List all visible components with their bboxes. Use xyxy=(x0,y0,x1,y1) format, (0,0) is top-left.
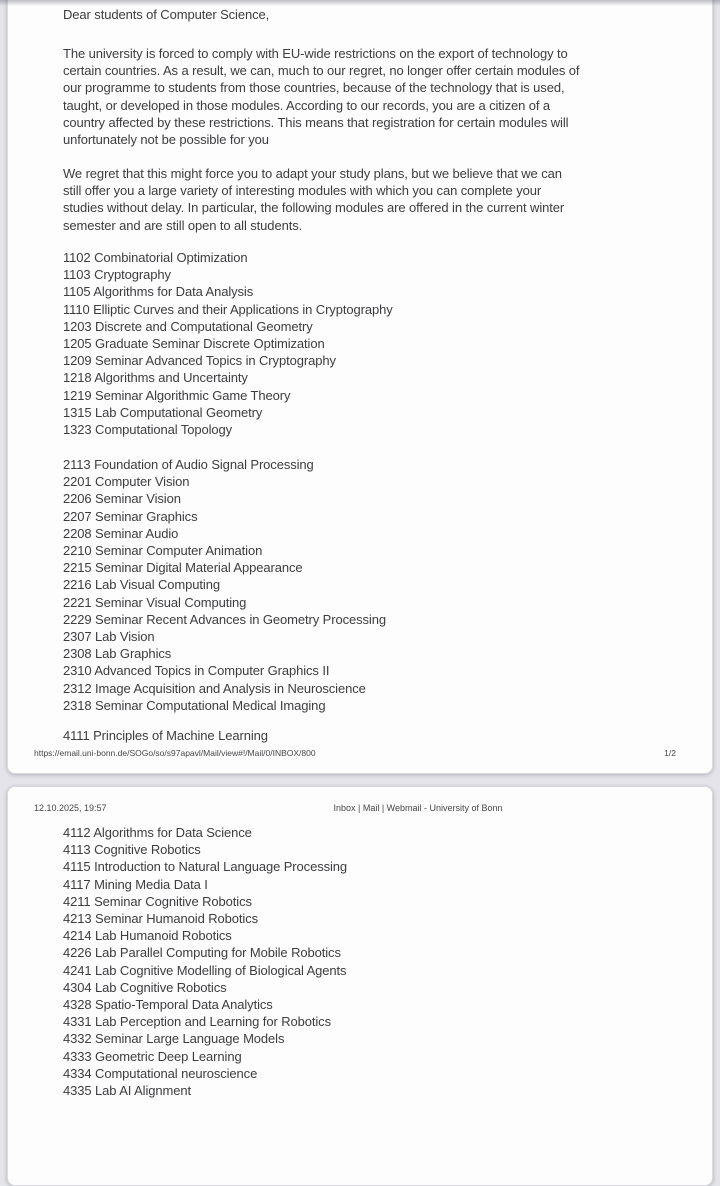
module-list-item: 1103 Cryptography xyxy=(63,267,171,283)
page-2 xyxy=(7,786,713,1186)
paragraph-line: studies without delay. In particular, the following modules are offered in the current winter xyxy=(63,200,565,216)
paragraph-line: certain countries. As a result, we can, much to our regret, no longer offer certain modules of xyxy=(63,63,580,79)
paragraph-export-restrictions xyxy=(63,45,672,148)
module-list-item: 2201 Computer Vision xyxy=(63,474,190,490)
module-list-item: 4113 Cognitive Robotics xyxy=(63,842,201,858)
module-list-item: 1203 Discrete and Computational Geometry xyxy=(63,318,313,334)
page-1 xyxy=(7,0,713,774)
module-list-item: 4111 Principles of Machine Learning xyxy=(63,728,268,743)
module-list-item: 4334 Computational neuroscience xyxy=(63,1065,258,1081)
module-list-item: 1218 Algorithms and Uncertainty xyxy=(63,370,248,386)
print-footer-page-indicator: 1/2 xyxy=(664,748,676,758)
module-list-item: 2310 Advanced Topics in Computer Graphics II xyxy=(63,663,330,679)
module-list-item: 4331 Lab Perception and Learning for Robotics xyxy=(63,1014,331,1030)
module-list-item: 4226 Lab Parallel Computing for Mobile Robotics xyxy=(63,945,341,961)
module-list-item: 2312 Image Acquisition and Analysis in Neuroscience xyxy=(63,680,366,696)
module-list-2000-series xyxy=(63,456,672,714)
module-list-4000-series-start xyxy=(63,727,672,744)
module-list-item: 1315 Lab Computational Geometry xyxy=(63,404,263,420)
module-list-item: 2206 Seminar Vision xyxy=(63,491,181,507)
module-list-1000-series xyxy=(63,249,672,438)
module-list-item: 1102 Combinatorial Optimization xyxy=(63,250,248,265)
paragraph-line: The university is forced to comply with EU-wide restrictions on the export of technology to xyxy=(63,46,568,61)
module-list-item: 2307 Lab Vision xyxy=(63,629,155,645)
salutation: Dear students of Computer Science, xyxy=(63,7,270,22)
paragraph-line: taught, or developed in those modules. According to our records, you are a citizen of a xyxy=(63,97,551,113)
paragraph-line: semester and are still open to all students. xyxy=(63,217,303,233)
module-list-item: 4304 Lab Cognitive Robotics xyxy=(63,979,227,995)
module-list-item: 4333 Geometric Deep Learning xyxy=(63,1048,242,1064)
module-list-item: 2210 Seminar Computer Animation xyxy=(63,543,263,559)
module-list-item: 4335 Lab AI Alignment xyxy=(63,1083,192,1099)
paragraph-line: our programme to students from those countries, because of the technology that is used, xyxy=(63,80,565,96)
module-list-item: 2113 Foundation of Audio Signal Processing xyxy=(63,457,314,472)
module-list-item: 2308 Lab Graphics xyxy=(63,646,172,662)
module-list-item: 4112 Algorithms for Data Science xyxy=(63,825,252,840)
module-list-item: 4117 Mining Media Data I xyxy=(63,876,208,892)
module-list-item: 4328 Spatio-Temporal Data Analytics xyxy=(63,997,273,1013)
module-list-item: 1323 Computational Topology xyxy=(63,422,233,438)
module-list-item: 2208 Seminar Audio xyxy=(63,525,179,541)
module-list-item: 4332 Seminar Large Language Models xyxy=(63,1031,285,1047)
module-list-item: 2318 Seminar Computational Medical Imaging xyxy=(63,697,326,713)
module-list-item: 4211 Seminar Cognitive Robotics xyxy=(63,893,252,909)
print-footer-url: https://email.uni-bonn.de/SOGo/so/s97apavl/Mail/view#!/Mail/0/INBOX/800 xyxy=(34,748,316,758)
module-list-item: 2229 Seminar Recent Advances in Geometry Processing xyxy=(63,611,386,627)
module-list-item: 4213 Seminar Humanoid Robotics xyxy=(63,911,258,927)
module-list-item: 1105 Algorithms for Data Analysis xyxy=(63,284,254,300)
module-list-item: 4241 Lab Cognitive Modelling of Biological Agents xyxy=(63,962,347,978)
module-list-item: 1219 Seminar Algorithmic Game Theory xyxy=(63,387,291,403)
module-list-item: 2216 Lab Visual Computing xyxy=(63,577,220,593)
print-footer xyxy=(8,748,712,758)
paragraph-line: still offer you a large variety of interesting modules with which you can complete your xyxy=(63,183,542,199)
module-list-item: 1205 Graduate Seminar Discrete Optimization xyxy=(63,336,325,352)
print-header-datetime: 12.10.2025, 19:57 xyxy=(34,803,107,813)
print-header-title: Inbox | Mail | Webmail - University of Bonn xyxy=(333,803,503,813)
module-list-item: 1110 Elliptic Curves and their Applications in Cryptography xyxy=(63,301,393,317)
module-list-item: 4214 Lab Humanoid Robotics xyxy=(63,928,232,944)
module-list-item: 4115 Introduction to Natural Language Processing xyxy=(63,859,348,875)
paragraph-line: We regret that this might force you to adapt your study plans, but we believe that we can xyxy=(63,166,562,181)
module-list-item: 2207 Seminar Graphics xyxy=(63,508,198,524)
paragraph-study-plans xyxy=(63,165,672,234)
paragraph-line: country affected by these restrictions. This means that registration for certain modules will xyxy=(63,114,569,130)
module-list-item: 2215 Seminar Digital Material Appearance xyxy=(63,560,303,576)
print-header xyxy=(8,803,712,815)
module-list-item: 2221 Seminar Visual Computing xyxy=(63,594,247,610)
module-list-4000-series-continued xyxy=(63,824,672,1099)
paragraph-line: unfortunately not be possible for you xyxy=(63,132,269,148)
module-list-item: 1209 Seminar Advanced Topics in Cryptography xyxy=(63,353,336,369)
